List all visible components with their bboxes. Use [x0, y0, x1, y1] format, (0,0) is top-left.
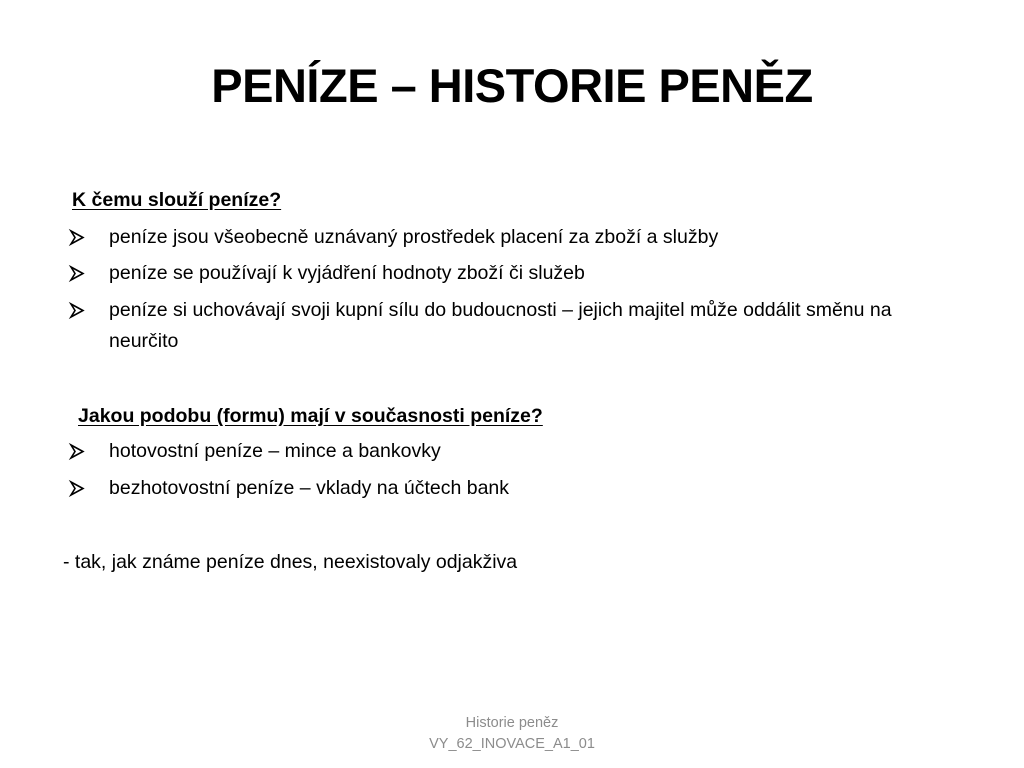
- section-heading-purpose: K čemu slouží peníze?: [72, 189, 282, 211]
- arrow-bullet-icon: [68, 222, 88, 253]
- footer-code: VY_62_INOVACE_A1_01: [429, 736, 595, 752]
- closing-note: - tak, jak známe peníze dnes, neexistovaly odjakživa: [63, 551, 518, 573]
- list-item-text: hotovostní peníze – mince a bankovky: [109, 440, 441, 462]
- list-item-text: bezhotovostní peníze – vklady na účtech bank: [109, 477, 510, 499]
- list-item: [68, 258, 948, 289]
- slide-title: PENÍZE – HISTORIE PENĚZ: [211, 59, 813, 112]
- arrow-bullet-icon: [68, 258, 88, 289]
- list-item: [68, 473, 948, 504]
- list-item-text: peníze se používají k vyjádření hodnoty zboží či služeb: [109, 262, 585, 284]
- arrow-bullet-icon: [68, 436, 88, 467]
- slide-footer: [0, 713, 1024, 755]
- list-item: [68, 295, 948, 357]
- arrow-bullet-icon: [68, 473, 88, 504]
- list-item-text: peníze jsou všeobecně uznávaný prostředek placení za zboží a služby: [109, 226, 719, 248]
- list-item: [68, 436, 948, 467]
- list-item-text: peníze si uchovávají svoji kupní sílu do budoucnosti – jejich majitel může oddálit směnu na neurčito: [109, 299, 892, 352]
- list-item: [68, 222, 948, 253]
- footer-title: Historie peněz: [465, 715, 559, 731]
- arrow-bullet-icon: [68, 295, 88, 326]
- section-heading-forms: Jakou podobu (formu) mají v současnosti peníze?: [78, 405, 543, 427]
